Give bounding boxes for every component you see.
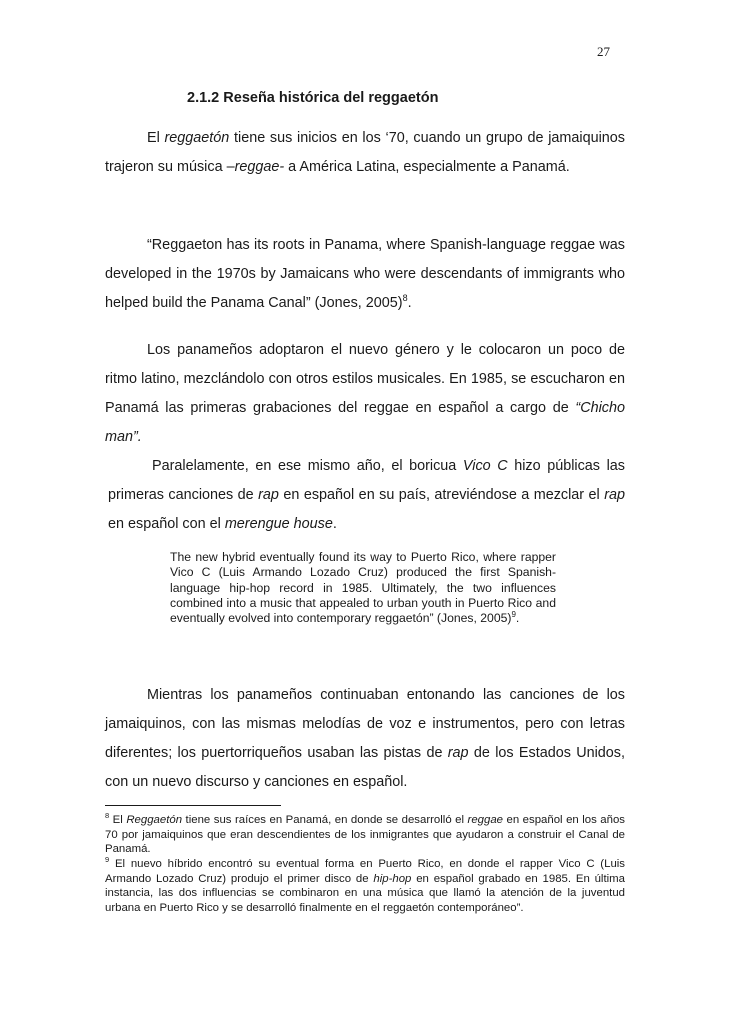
footnote-8: $^8$ El Reggaetón tiene sus raíces en Panamá, en donde se desarrolló el reggae en español en los años 70 por jamaiquinos que eran descendientes de los inmigrantes que ayudaron a construir el Canal de Panamá. xyxy=(105,811,626,856)
page-number: 27 xyxy=(597,44,610,59)
block-quote: The new hybrid eventually found its way to Puerto Rico, where rapper Vico C (Luis Armando Lozado Cruz) produced the first Spanish-language hip-hop record in 1985. Ultimately, the two influences combined into a music that appealed to urban youth in Puerto Rico and eventually evolved into contemporary reggaetón” (Jones, 2005)$^9$. xyxy=(170,550,556,626)
paragraph-reggaeton-origins: El reggaetón tiene sus inicios en los ‘70, cuando un grupo de jamaiquinos trajeron su música –reggae- a América Latina, especialmente a Panamá. xyxy=(105,130,626,175)
paragraph-puerto-ricans: Mientras los panameños continuaban entonando las canciones de los jamaiquinos, con las mismas melodías de voz e instrumentos, pero con letras diferentes; los puertorriqueños usaban las pistas de rap de los Estados Unidos, con un nuevo discurso y canciones en español. xyxy=(105,687,626,790)
paragraph-english-quote: “Reggaeton has its roots in Panama, where Spanish-language reggae was developed in the 1970s by Jamaicans who were descendants of immigrants who helped build the Panama Canal” (Jones, 2005)$^8$. xyxy=(105,237,625,311)
footnote-separator xyxy=(105,805,281,806)
footnote-ref-9: 9 xyxy=(511,610,516,620)
paragraph-vico-c: Paralelamente, en ese mismo año, el boricua Vico C hizo públicas las primeras canciones de rap en español en su país, atreviéndose a mezclar el rap en español con el merengue house. xyxy=(108,458,625,532)
footnote-ref-8: 8 xyxy=(402,293,408,304)
section-heading: 2.1.2 Reseña histórica del reggaetón xyxy=(187,90,439,106)
footnote-9: $^9$ El nuevo híbrido encontró su eventual forma en Puerto Rico, en donde el rapper Vico C (Luis Armando Lozado Cruz) produjo el primer disco de hip-hop en español grabado en 1985. En última instancia, las dos influencias se combinaron en una música que llamó la atención de la juventud urbana en Puerto Rico y se desarrolló finalmente en el reggaetón contemporáneo”. xyxy=(105,855,625,915)
paragraph-panamanians: Los panameños adoptaron el nuevo género y le colocaron un poco de ritmo latino, mezclándolo con otros estilos musicales. En 1985, se escucharon en Panamá las primeras grabaciones del reggae en español a cargo de “Chicho man”. xyxy=(105,342,625,445)
